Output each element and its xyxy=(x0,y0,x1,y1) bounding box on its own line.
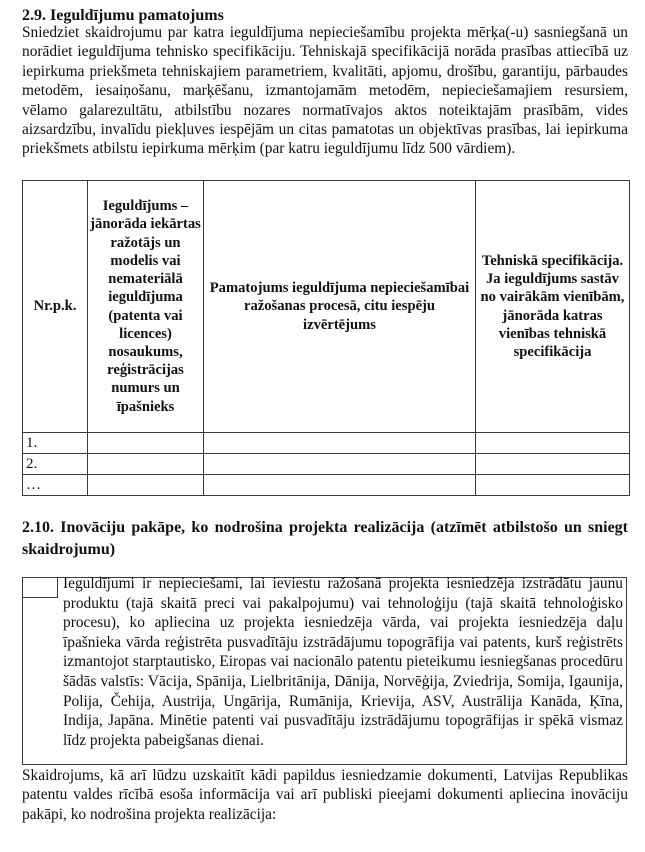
innovation-option-checkbox[interactable] xyxy=(23,578,58,598)
table-row xyxy=(23,433,630,454)
header-nr: Nr.p.k. xyxy=(23,181,88,433)
table-row xyxy=(23,475,630,496)
section-2-9-title: 2.9. Ieguldījumu pamatojums xyxy=(22,7,224,24)
section-2-10-title: 2.10. Inovāciju pakāpe, ko nodrošina projekta realizācija (atzīmēt atbilstošo un sniegt skaidrojumu) xyxy=(22,519,628,558)
innovation-option-text: Ieguldījumi ir nepieciešami, lai ieviestu ražošanā projekta iesniedzēja izstrādātu jaunu produktu (tajā skaitā preci vai pakalpojumu) vai tehnoloģiju (tajā skaitā tehnoloģisko procesu), ko apliecina uz projekta iesniedzēja vārda, vai projekta iesniedzēja daļu īpašnieka vārda reģistrēta pusvadītāju izstrādājumu topogrāfija vai patents, kurš reģistrēts izmantojot starptautisko, Eiropas vai nacionālo patentu pieteikumu iesniegšanas procedūru šādās valstīs: Vācija, Spānija, Lielbritānija, Dānija, Norvēģija, Zviedrija, Somija, Igaunija, Polija, Čehija, Austrija, Ungārija, Rumānija, Krievija, ASV, Austrālija Kanāda, Ķīna, Indija, Japāna. Minētie patenti vai pusvadītāju izstrādājumu topogrāfijas ir spēkā vismaz līdz projekta pabeigšanas dienai. xyxy=(63,575,623,749)
cell-justification[interactable] xyxy=(204,454,476,475)
table-row xyxy=(23,454,630,475)
table-header-row xyxy=(23,181,630,433)
innovation-option-box xyxy=(22,577,627,765)
cell-technical-spec[interactable] xyxy=(476,475,630,496)
cell-investment[interactable] xyxy=(88,475,204,496)
cell-nr: 1. xyxy=(23,433,88,454)
cell-technical-spec[interactable] xyxy=(476,433,630,454)
cell-nr: 2. xyxy=(23,454,88,475)
header-investment: Ieguldījums – jānorāda iekārtas ražotājs un modelis vai nemateriālā ieguldījuma (patenta vai licences) nosaukums, reģistrācijas numurs un īpašnieks xyxy=(88,181,204,433)
cell-investment[interactable] xyxy=(88,433,204,454)
section-2-10-explanation-prompt: Skaidrojums, kā arī lūdzu uzskaitīt kādi papildus iesniedzamie dokumenti, Latvijas Republikas patentu valdes rīcībā esoša informācija vai arī publiski pieejami dokumenti apliecina inovāciju pakāpi, ko nodrošina projekta realizācija: xyxy=(22,767,628,823)
cell-nr: … xyxy=(23,475,88,496)
cell-justification[interactable] xyxy=(204,475,476,496)
header-technical-spec: Tehniskā specifikācija. Ja ieguldījums sastāv no vairākām vienībām, jānorāda katras vienības tehniskā specifikācija xyxy=(476,181,630,433)
cell-technical-spec[interactable] xyxy=(476,454,630,475)
section-2-9-instructions: Sniedziet skaidrojumu par katra ieguldījuma nepieciešamību projekta mērķa(-u) sasniegšanā un norādiet ieguldījuma tehnisko specifikāciju. Tehniskajā specifikācijā norāda prasības attiecībā uz iepirkuma priekšmeta tehniskajiem parametriem, kvalitāti, apjomu, drošību, garantiju, pārbaudes metodēm, iesaiņošanu, marķēšanu, izmantojamām metodēm, nepieciešamajiem resursiem, vēlamo galarezultātu, atbilstību nozares normatīvajos aktos noteiktajām prasībām, vides aizsardzību, invalīdu piekļuves iespējām un citas pamatotas un objektīvas prasības, lai iepirkuma priekšmets atbilstu iepirkuma mērķim (par katru ieguldījumu līdz 500 vārdiem). xyxy=(22,24,628,158)
cell-justification[interactable] xyxy=(204,433,476,454)
header-justification: Pamatojums ieguldījuma nepieciešamībai ražošanas procesā, citu iespēju izvērtējums xyxy=(204,181,476,433)
investments-table xyxy=(22,180,630,496)
cell-investment[interactable] xyxy=(88,454,204,475)
